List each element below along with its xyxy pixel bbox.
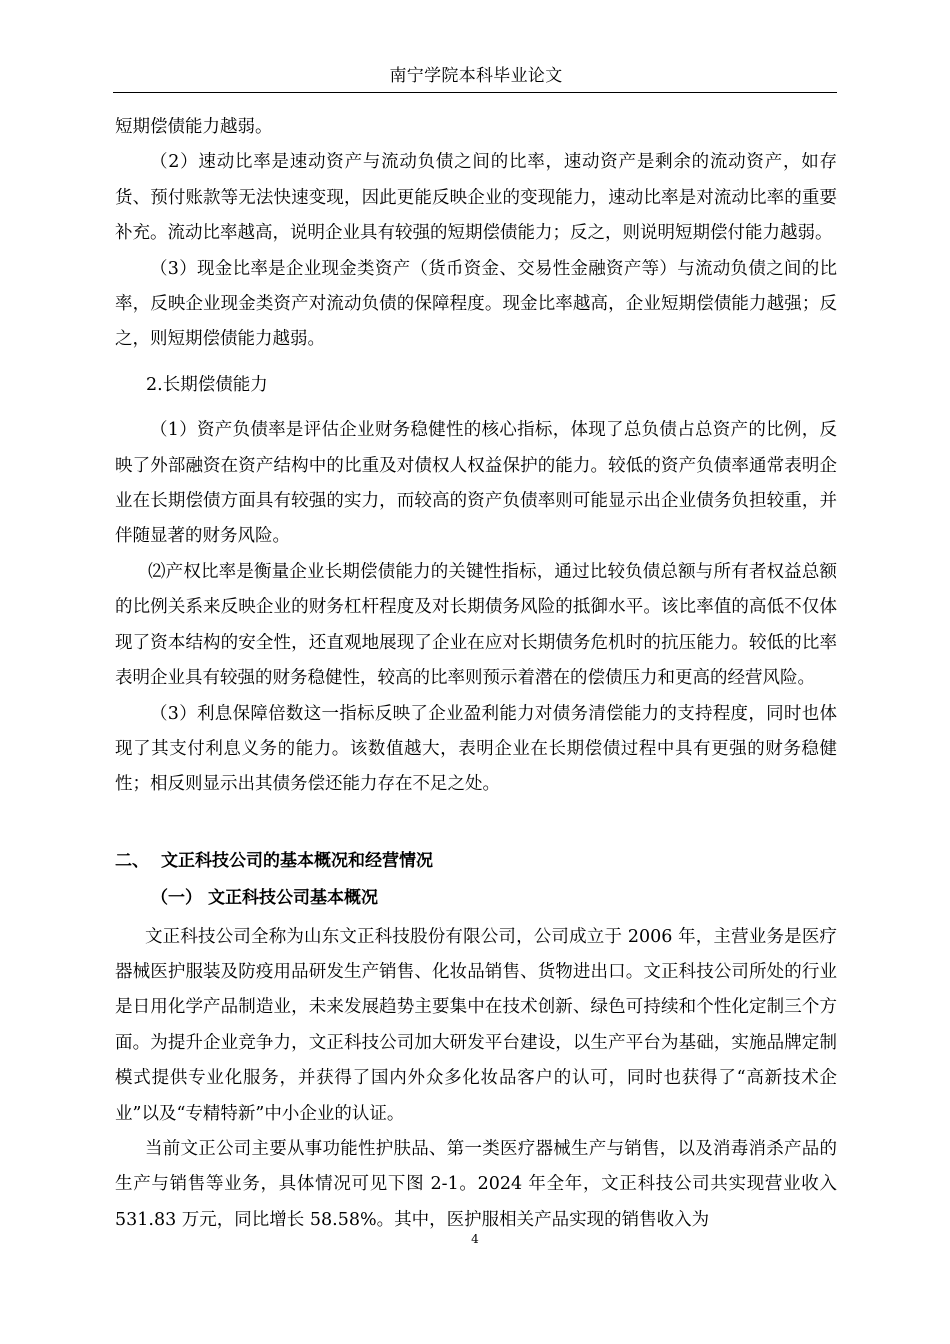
paragraph-business-operations: 当前文正公司主要从事功能性护肤品、第一类医疗器械生产与销售，以及消毒消杀产品的生产与销售等业务，具体情况可见下图 2-1。2024 年全年，文正科技公司共实现营业收入 531.83 万元，同比增长 58.58%。其中，医护服相关产品实现的销售收入为: [115, 1138, 837, 1230]
subsection-title: 文正科技公司基本概况: [208, 888, 378, 909]
section-number: 二、: [115, 850, 149, 871]
paragraph-debt-ratio: （1）资产负债率是评估企业财务稳健性的核心指标，体现了总负债占总资产的比例，反映了外部融资在资产结构中的比重及对债权人权益保护的能力。较低的资产负债率通常表明企业在长期偿债方面具有较强的实力，而较高的资产负债率则可能显示出企业债务负担较重，并伴随显著的财务风险。: [115, 420, 837, 547]
document-body: [115, 110, 837, 1238]
page-header: 南宁学院本科毕业论文: [389, 66, 563, 86]
page-number: 4: [471, 1232, 479, 1246]
section-title: 文正科技公司的基本概况和经营情况: [161, 850, 433, 871]
section-heading: [115, 844, 837, 879]
subsection-heading: [115, 881, 837, 916]
subsection-number: （一）: [151, 888, 202, 909]
paragraph-interest-coverage: （3）利息保障倍数这一指标反映了企业盈利能力对债务清偿能力的支持程度，同时也体现了其支付利息义务的能力。该数值越大，表明企业在长期偿债过程中具有更强的财务稳健性；相反则显示出其债务偿还能力存在不足之处。: [115, 703, 837, 795]
paragraph-continuation: 短期偿债能力越弱。: [115, 117, 273, 137]
paragraph-quick-ratio: （2）速动比率是速动资产与流动负债之间的比率，速动资产是剩余的流动资产，如存货、预付账款等无法快速变现，因此更能反映企业的变现能力，速动比率是对流动比率的重要补充。流动比率越高，说明企业具有较强的短期偿债能力；反之，则说明短期偿付能力越弱。: [115, 152, 837, 244]
paragraph-equity-ratio: ⑵产权比率是衡量企业长期偿债能力的关键性指标，通过比较负债总额与所有者权益总额的比例关系来反映企业的财务杠杆程度及对长期债务风险的抵御水平。该比率值的高低不仅体现了资本结构的安全性，还直观地展现了企业在应对长期债务危机时的抗压能力。较低的比率表明企业具有较强的财务稳健性，较高的比率则预示着潜在的偿债压力和更高的经营风险。: [115, 561, 837, 689]
sub-heading-long-term-solvency: 2.长期偿债能力: [146, 374, 268, 395]
paragraph-cash-ratio: （3）现金比率是企业现金类资产（货币资金、交易性金融资产等）与流动负债之间的比率，反映企业现金类资产对流动负债的保障程度。现金比率越高，企业短期偿债能力越强；反之，则短期偿债能力越弱。: [115, 258, 837, 350]
paragraph-company-overview: 文正科技公司全称为山东文正科技股份有限公司，公司成立于 2006 年，主营业务是医疗器械医护服装及防疫用品研发生产销售、化妆品销售、货物进出口。文正科技公司所处的行业是日用化学产品制造业，未来发展趋势主要集中在技术创新、绿色可持续和个性化定制三个方面。为提升企业竞争力，文正科技公司加大研发平台建设，以生产平台为基础，实施品牌定制模式提供专业化服务，并获得了国内外众多化妆品客户的认可，同时也获得了“高新技术企业”以及“专精特新”中小企业的认证。: [115, 926, 837, 1124]
header-rule: [113, 92, 837, 93]
